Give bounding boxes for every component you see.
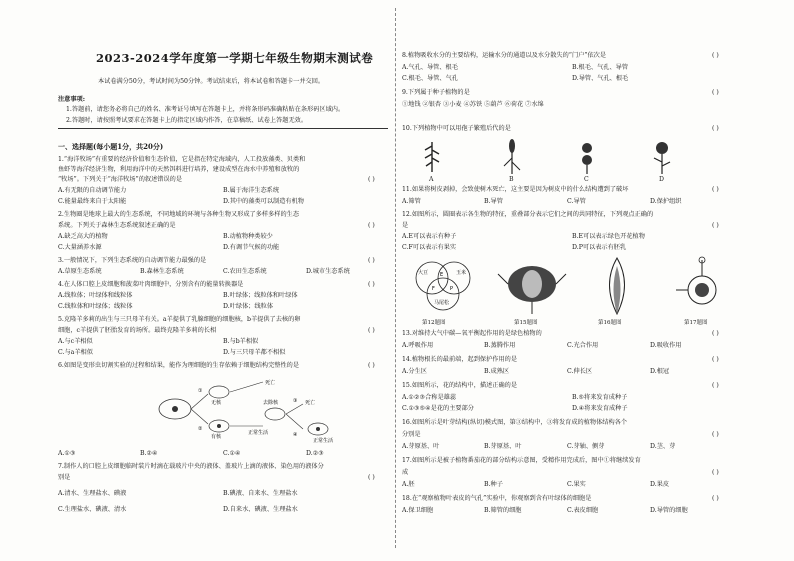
label-3: ③ (293, 398, 298, 404)
q15-option-a: A.①②③合称是雄蕊 (402, 394, 457, 401)
q16-option-b: B.芽原基、叶 (484, 443, 522, 450)
q4-option-b: B.叶绿体；线粒体和叶绿体 (223, 292, 298, 299)
intro-text: 本试卷满分50分，考试时间为50分钟。考试结束后，将本试卷和答题卡一并交回。 (98, 78, 325, 85)
q4-option-a: A.线粒体；叶绿体和线粒体 (58, 292, 133, 299)
q5-option-a: A.与c羊相似 (58, 338, 93, 345)
answer-paren: ( ) (712, 356, 719, 363)
label-remove-nucleus: 去除核 (263, 400, 279, 406)
q15-line1: 15.如图所示，花的结构中，描述正确的是 (402, 382, 518, 389)
q3-option-d: D.城市生态系统 (306, 268, 350, 275)
q8-option-a: A.气孔、导管、根毛 (402, 64, 458, 71)
q15-option-b: B.⑤将来发育成种子 (572, 394, 628, 401)
q11-option-b: B.导管 (484, 198, 503, 205)
label-1: ① (198, 388, 203, 394)
q1-option-b: B.属于海洋生态系统 (223, 187, 280, 194)
q14-line1: 14.植物根长的最前端，起到保护作用的是 (402, 356, 518, 363)
venn-f: F (432, 286, 435, 292)
tomato-flower-figure (676, 257, 716, 304)
q7-option-b: B.碘液、自来水、生理盐水 (223, 490, 298, 497)
q2-option-b: B.动植物种类较少 (223, 233, 273, 240)
q2-line1: 2.生物圈是地球上最大的生态系统，不同地域的环境与各种生物又形成了多样多样的生态 (58, 211, 300, 218)
label-no-nucleus: 无核 (211, 400, 222, 406)
label-2: ② (198, 426, 203, 432)
q6-option-a: A.①③ (58, 450, 76, 457)
q5-option-b: B.与b羊相似 (223, 338, 259, 345)
venn-corn: 玉米 (456, 270, 467, 276)
label-live-2: 正常生活 (313, 438, 334, 444)
q3-option-a: A.草原生态系统 (58, 268, 102, 275)
q12-option-d: D.P可以表示有胚乳 (572, 244, 627, 251)
q1-line2: 鱼虾等海洋经济生物，利用海洋中的天然饵料进行培养，建设成型在海水中养殖和放牧的 (58, 166, 300, 173)
q4-option-d: D.叶绿体；线粒体 (223, 303, 274, 310)
q7-option-c: C.生理盐水、碘液、清水 (58, 506, 127, 513)
seedling-icon (582, 143, 592, 174)
binding-margin (8, 100, 48, 520)
q1-line1: 1.“海洋牧场”有重要的经济价值和生态价值，它是指在特定海域内，人工投放藻类、贝类和 (58, 156, 306, 163)
q12-line1: 12.如图所示，圆圈表示各生物的特征，重叠部分表示它们之间的共同特征，下列观点正确的 (402, 211, 654, 218)
q10-plant-figures (422, 136, 702, 176)
q17-option-d: D.果皮 (650, 481, 670, 488)
q18-line1: 18.在“观察植物叶表皮的气孔”实验中，你观察到含有叶绿体的细胞是 (402, 495, 592, 502)
wheat-plant-icon (504, 139, 520, 174)
notes-heading: 注意事项: (58, 96, 86, 103)
answer-paren: ( ) (368, 362, 375, 369)
q11-option-a: A.筛管 (402, 198, 421, 205)
flower-structure-figure (498, 266, 566, 314)
q5-option-c: C.与a羊相似 (58, 349, 93, 356)
amoeba-cutting-figure (153, 374, 353, 444)
q2-option-a: A.缺乏高大的植物 (58, 233, 108, 240)
q6-option-b: B.②④ (140, 450, 158, 457)
q2-option-d: D.有调节气候的功能 (223, 244, 280, 251)
page-title: 2023-2024学年度第一学期七年级生物期末测试卷 (96, 51, 374, 65)
q9-items: ①地钱 ②银杏 ③小麦 ④苏铁 ⑤葫芦 ⑥荷花 ⑦水绵 (402, 101, 544, 108)
q16-option-a: A.芽原基、叶 (402, 443, 440, 450)
q4-line1: 4.在人体口腔上皮细胞和菠菜叶肉细胞中，分别含有的能量转换器是 (58, 281, 244, 288)
answer-paren: ( ) (712, 52, 719, 59)
q8-option-d: D.导管、气孔、根毛 (572, 75, 629, 82)
q1-line3: “牧场”。下列关于“海洋牧场”的叙述错误的是 (58, 176, 183, 183)
answer-paren: ( ) (712, 186, 719, 193)
q10-label-c: C (584, 176, 589, 183)
q11-option-c: C.导管 (567, 198, 586, 205)
venn-soybean: 大豆 (418, 270, 429, 276)
q12-option-b: B.E可以表示绿色开花植物 (572, 233, 645, 240)
caption-fig12: 第12题图 (422, 320, 446, 326)
q16-option-c: C.芽轴、侧芽 (567, 443, 605, 450)
q16-line2: 分别是 (402, 431, 421, 438)
answer-paren: ( ) (712, 330, 719, 337)
answer-paren: ( ) (712, 382, 719, 389)
q12-option-c: C.F可以表示有果实 (402, 244, 457, 251)
label-with-nucleus: 有核 (211, 434, 222, 440)
q5-line1: 5.克隆羊多莉的出生与三只母羊有关。a羊提供了乳腺细胞的细胞核，b羊提供了去核的卵 (58, 316, 301, 323)
q7-line1: 7.制作人的口腔上皮细胞临时装片时滴在载玻片中央的液体、盖玻片上滴的液体、染色用的液体分 (58, 463, 324, 470)
venn-p: P (450, 286, 454, 292)
q13-option-d: D.吸收作用 (650, 342, 682, 349)
q10-label-d: D (659, 176, 664, 183)
answer-paren: ( ) (368, 176, 375, 183)
q17-option-c: C.果实 (567, 481, 586, 488)
q5-option-d: D.与三只母羊都不相似 (223, 349, 286, 356)
q8-line1: 8.植物吸收水分的主要结构，运输水分的通道以及水分散失的“门户”依次是 (402, 52, 607, 59)
q7-line2: 别是 (58, 474, 71, 481)
q3-line1: 3.一般情况下，下列生态系统的自动调节能力最强的是 (58, 257, 207, 264)
label-dead-2: 死亡 (305, 400, 316, 406)
q13-option-b: B.蒸腾作用 (484, 342, 516, 349)
q16-line1: 16.如图所示是叶芽结构(纵切)模式图，第③结构中，③将发育成的植物体结构各个 (402, 419, 628, 426)
q2-line2: 系统。下列关于森林生态系统叙述正确的是 (58, 222, 176, 229)
label-dead-1: 死亡 (265, 380, 276, 386)
q17-line2: 成 (402, 469, 409, 476)
q13-option-a: A.呼吸作用 (402, 342, 434, 349)
q1-option-a: A.有无限的自动调节能力 (58, 187, 127, 194)
q6-line1: 6.如图是变形虫切割实验的过程和结果，能作为理细胞的生存依赖于细胞结构完整性的是 (58, 362, 300, 369)
label-4: ④ (293, 432, 298, 438)
q15-option-d: D.④将来发育成种子 (572, 405, 628, 412)
q18-option-a: A.保卫细胞 (402, 507, 434, 514)
answer-paren: ( ) (368, 257, 375, 264)
answer-paren: ( ) (368, 327, 375, 334)
answer-paren: ( ) (712, 125, 719, 132)
label-live-1: 正常生活 (248, 430, 269, 436)
q8-option-b: B.根毛、气孔、导管 (572, 64, 629, 71)
venn-e: E (440, 272, 444, 278)
q11-line1: 11.如果将树皮剥掉，会致使树木死亡，这主要是因为树皮中的什么结构遭到了破坏 (402, 186, 629, 193)
leaf-bud-figure (610, 258, 625, 314)
q4-option-c: C.线粒体和叶绿体；线粒体 (58, 303, 133, 310)
answer-paren: ( ) (712, 89, 719, 96)
q1-option-c: C.能量最终来自于太阳能 (58, 198, 127, 205)
q11-option-d: D.保护组织 (650, 198, 682, 205)
note-1: 1.答题前，请您务必将自己的姓名、准考证号填写在答题卡上，并将条形码准确粘贴在条形码区域内。 (66, 106, 345, 113)
q14-option-a: A.分生区 (402, 368, 427, 375)
answer-paren: ( ) (712, 431, 719, 438)
q6-option-c: C.①④ (223, 450, 241, 457)
caption-fig15: 第15题图 (514, 320, 538, 326)
answer-paren: ( ) (368, 222, 375, 229)
q2-option-c: C.大量涵养水源 (58, 244, 102, 251)
section-heading: 一、选择题(每小题1分，共20分) (58, 142, 164, 151)
q16-option-d: D.茎、芽 (650, 443, 676, 450)
venn-diagram (416, 262, 470, 310)
q7-option-d: D.自来水、碘液、生理盐水 (223, 506, 298, 513)
q12-line2: 是 (402, 222, 409, 229)
q5-line2: 细胞，c羊提供了胚胎发育的场所。最终克隆羊多莉的长相 (58, 327, 217, 334)
q3-option-c: C.农田生态系统 (223, 268, 267, 275)
q8-option-c: C.根毛、导管、气孔 (402, 75, 458, 82)
q3-option-b: B.森林生态系统 (140, 268, 184, 275)
q10-label-b: B (509, 176, 514, 183)
q15-option-c: C.①③⑤④是花的主要部分 (402, 405, 474, 412)
answer-paren: ( ) (712, 222, 719, 229)
q7-option-a: A.清水、生理盐水、碘液 (58, 490, 127, 497)
q12-option-a: A.E可以表示有种子 (402, 233, 457, 240)
q17-option-a: A.胚 (402, 481, 415, 488)
rule (58, 128, 388, 129)
q18-option-d: D.导管的细胞 (650, 507, 688, 514)
q14-option-b: B.成熟区 (484, 368, 510, 375)
answer-paren: ( ) (712, 469, 719, 476)
venn-pine: 马尾松 (434, 300, 450, 306)
caption-fig17: 第17题图 (684, 320, 708, 326)
q10-line1: 10.下列植物中可以用孢子繁殖后代的是 (402, 125, 511, 132)
q13-option-c: C.光合作用 (567, 342, 599, 349)
caption-fig16: 第16题图 (598, 320, 622, 326)
figures-12-17 (402, 254, 737, 320)
q6-option-d: D.②③ (306, 450, 324, 457)
q13-line1: 13.对维持大气中碳—氧平衡起作用的是绿色植物的 (402, 330, 542, 337)
q17-line1: 17.如图所示是被子植物番茄花的部分结构示意图，受精作用完成后，图中①将继续发育 (402, 457, 641, 464)
q14-option-d: D.根冠 (650, 368, 670, 375)
q10-label-a: A (429, 176, 434, 183)
note-2: 2.答题时，请按照考试要求在答题卡上的指定区域内作答，在草稿纸、试卷上答题无效。 (66, 117, 308, 124)
q14-option-c: C.伸长区 (567, 368, 593, 375)
q17-option-b: B.种子 (484, 481, 503, 488)
q1-option-d: D.其中的藻类可以制造有机物 (223, 198, 304, 205)
q18-option-c: C.表皮细胞 (567, 507, 599, 514)
q18-option-b: B.筛管的细胞 (484, 507, 522, 514)
fern-icon (425, 142, 439, 172)
q9-line1: 9.下列属于种子植物的是 (402, 89, 470, 96)
flower-plant-icon (654, 142, 670, 174)
answer-paren: ( ) (368, 281, 375, 288)
answer-paren: ( ) (368, 474, 375, 481)
column-divider (395, 8, 396, 548)
answer-paren: ( ) (712, 495, 719, 502)
